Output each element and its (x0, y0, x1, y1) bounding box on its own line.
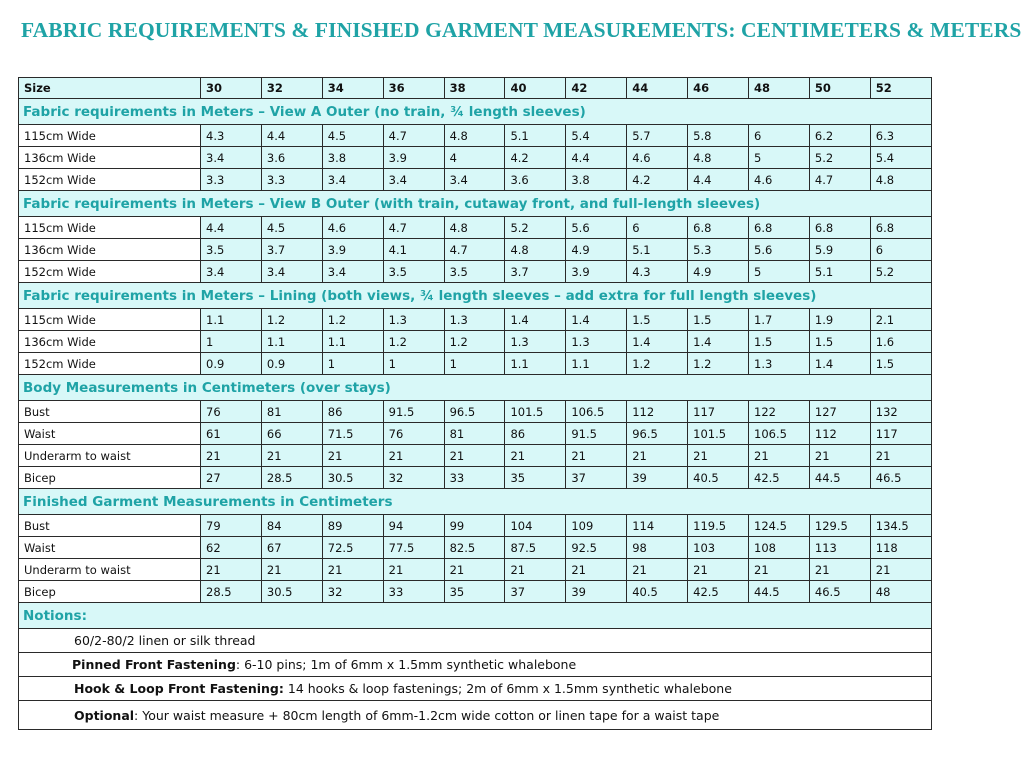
value-cell: 35 (444, 581, 505, 603)
size-header-cell: 48 (749, 78, 810, 99)
value-cell: 6 (749, 125, 810, 147)
row-label: 152cm Wide (19, 169, 201, 191)
table-row (19, 423, 932, 445)
value-cell: 117 (688, 401, 749, 423)
section-title: Fabric requirements in Meters – View B Outer (with train, cutaway front, and full-length sleeves) (19, 191, 932, 217)
value-cell: 37 (505, 581, 566, 603)
row-label: Bust (19, 401, 201, 423)
value-cell: 21 (870, 559, 931, 581)
value-cell: 21 (870, 445, 931, 467)
value-cell: 6.8 (749, 217, 810, 239)
value-cell: 21 (688, 445, 749, 467)
table-row (19, 125, 932, 147)
notion-pinned-text: : 6-10 pins; 1m of 6mm x 1.5mm synthetic whalebone (235, 657, 577, 672)
notion-hook-label: Hook & Loop Front Fastening: (74, 681, 284, 696)
value-cell: 21 (566, 559, 627, 581)
value-cell: 4.7 (383, 217, 444, 239)
value-cell: 30.5 (261, 581, 322, 603)
row-label: 115cm Wide (19, 217, 201, 239)
value-cell: 98 (627, 537, 688, 559)
row-label: Underarm to waist (19, 559, 201, 581)
notion-row-pinned (19, 653, 932, 677)
size-header-label: Size (19, 78, 201, 99)
value-cell: 21 (505, 559, 566, 581)
value-cell: 39 (566, 581, 627, 603)
value-cell: 1.1 (566, 353, 627, 375)
value-cell: 5.2 (809, 147, 870, 169)
value-cell: 21 (627, 559, 688, 581)
section-header-row (19, 99, 932, 125)
value-cell: 112 (627, 401, 688, 423)
value-cell: 106.5 (749, 423, 810, 445)
value-cell: 3.4 (444, 169, 505, 191)
value-cell: 21 (505, 445, 566, 467)
table-row (19, 401, 932, 423)
value-cell: 5.2 (870, 261, 931, 283)
size-header-cell: 52 (870, 78, 931, 99)
value-cell: 4.4 (566, 147, 627, 169)
row-label: 152cm Wide (19, 353, 201, 375)
value-cell: 1.9 (809, 309, 870, 331)
notion-hook-text: 14 hooks & loop fastenings; 2m of 6mm x 1.5mm synthetic whalebone (283, 681, 732, 696)
value-cell: 3.9 (566, 261, 627, 283)
notion-optional-text: : Your waist measure + 80cm length of 6mm-1.2cm wide cotton or linen tape for a waist tape (134, 707, 720, 723)
value-cell: 6 (627, 217, 688, 239)
value-cell: 3.5 (383, 261, 444, 283)
value-cell: 1.4 (809, 353, 870, 375)
value-cell: 40.5 (627, 581, 688, 603)
value-cell: 113 (809, 537, 870, 559)
value-cell: 37 (566, 467, 627, 489)
value-cell: 3.9 (383, 147, 444, 169)
value-cell: 5 (749, 147, 810, 169)
value-cell: 21 (383, 559, 444, 581)
value-cell: 82.5 (444, 537, 505, 559)
value-cell: 1 (201, 331, 262, 353)
value-cell: 4.4 (261, 125, 322, 147)
value-cell: 67 (261, 537, 322, 559)
value-cell: 21 (383, 445, 444, 467)
section-header-row (19, 283, 932, 309)
value-cell: 72.5 (322, 537, 383, 559)
row-label: 115cm Wide (19, 125, 201, 147)
value-cell: 5.9 (809, 239, 870, 261)
value-cell: 4.8 (688, 147, 749, 169)
table-row (19, 309, 932, 331)
section-header-row (19, 375, 932, 401)
table-row (19, 515, 932, 537)
value-cell: 1.3 (444, 309, 505, 331)
row-label: 152cm Wide (19, 261, 201, 283)
value-cell: 21 (566, 445, 627, 467)
value-cell: 33 (383, 581, 444, 603)
value-cell: 101.5 (505, 401, 566, 423)
value-cell: 1.6 (870, 331, 931, 353)
value-cell: 46.5 (809, 581, 870, 603)
table-row (19, 581, 932, 603)
value-cell: 3.8 (566, 169, 627, 191)
section-title: Body Measurements in Centimeters (over stays) (19, 375, 932, 401)
value-cell: 4.6 (749, 169, 810, 191)
value-cell: 87.5 (505, 537, 566, 559)
value-cell: 1.3 (749, 353, 810, 375)
value-cell: 1 (444, 353, 505, 375)
row-label: 136cm Wide (19, 239, 201, 261)
size-header-cell: 30 (201, 78, 262, 99)
row-label: 136cm Wide (19, 331, 201, 353)
value-cell: 106.5 (566, 401, 627, 423)
value-cell: 44.5 (809, 467, 870, 489)
value-cell: 3.5 (444, 261, 505, 283)
row-label: Waist (19, 537, 201, 559)
value-cell: 1.5 (627, 309, 688, 331)
value-cell: 40.5 (688, 467, 749, 489)
value-cell: 4.7 (383, 125, 444, 147)
value-cell: 103 (688, 537, 749, 559)
value-cell: 6.8 (870, 217, 931, 239)
value-cell: 44.5 (749, 581, 810, 603)
value-cell: 30.5 (322, 467, 383, 489)
value-cell: 21 (444, 559, 505, 581)
value-cell: 4.6 (627, 147, 688, 169)
value-cell: 21 (809, 559, 870, 581)
value-cell: 27 (201, 467, 262, 489)
table-row (19, 353, 932, 375)
value-cell: 1.1 (201, 309, 262, 331)
value-cell: 92.5 (566, 537, 627, 559)
value-cell: 1.1 (505, 353, 566, 375)
value-cell: 99 (444, 515, 505, 537)
table-row (19, 169, 932, 191)
value-cell: 124.5 (749, 515, 810, 537)
value-cell: 86 (322, 401, 383, 423)
size-header-cell: 38 (444, 78, 505, 99)
value-cell: 39 (627, 467, 688, 489)
section-header-row (19, 489, 932, 515)
value-cell: 5.1 (809, 261, 870, 283)
value-cell: 4.1 (383, 239, 444, 261)
size-header-cell: 34 (322, 78, 383, 99)
value-cell: 117 (870, 423, 931, 445)
value-cell: 4.4 (688, 169, 749, 191)
table-row (19, 467, 932, 489)
size-header-cell: 36 (383, 78, 444, 99)
value-cell: 5.1 (505, 125, 566, 147)
value-cell: 1.7 (749, 309, 810, 331)
size-header-cell: 50 (809, 78, 870, 99)
value-cell: 21 (201, 445, 262, 467)
value-cell: 5.6 (749, 239, 810, 261)
value-cell: 1.1 (261, 331, 322, 353)
notion-row-hook (19, 677, 932, 701)
size-header-cell: 32 (261, 78, 322, 99)
section-title: Finished Garment Measurements in Centimeters (19, 489, 932, 515)
value-cell: 1.2 (688, 353, 749, 375)
value-cell: 108 (749, 537, 810, 559)
value-cell: 21 (749, 445, 810, 467)
value-cell: 4.5 (261, 217, 322, 239)
value-cell: 3.4 (201, 147, 262, 169)
value-cell: 5.4 (870, 147, 931, 169)
value-cell: 48 (870, 581, 931, 603)
value-cell: 5.3 (688, 239, 749, 261)
value-cell: 129.5 (809, 515, 870, 537)
value-cell: 46.5 (870, 467, 931, 489)
value-cell: 3.4 (322, 169, 383, 191)
value-cell: 61 (201, 423, 262, 445)
value-cell: 104 (505, 515, 566, 537)
value-cell: 4.9 (688, 261, 749, 283)
value-cell: 4.5 (322, 125, 383, 147)
value-cell: 5.2 (505, 217, 566, 239)
value-cell: 114 (627, 515, 688, 537)
value-cell: 42.5 (749, 467, 810, 489)
value-cell: 4 (444, 147, 505, 169)
value-cell: 3.7 (261, 239, 322, 261)
value-cell: 32 (383, 467, 444, 489)
value-cell: 101.5 (688, 423, 749, 445)
value-cell: 96.5 (627, 423, 688, 445)
value-cell: 4.8 (444, 217, 505, 239)
table-row (19, 445, 932, 467)
value-cell: 21 (261, 445, 322, 467)
value-cell: 28.5 (261, 467, 322, 489)
value-cell: 21 (322, 559, 383, 581)
requirements-table (18, 77, 932, 730)
value-cell: 33 (444, 467, 505, 489)
value-cell: 0.9 (201, 353, 262, 375)
value-cell: 0.9 (261, 353, 322, 375)
section-header-notions (19, 603, 932, 629)
value-cell: 3.6 (505, 169, 566, 191)
value-cell: 91.5 (383, 401, 444, 423)
value-cell: 119.5 (688, 515, 749, 537)
value-cell: 3.3 (201, 169, 262, 191)
value-cell: 112 (809, 423, 870, 445)
row-label: 136cm Wide (19, 147, 201, 169)
row-label: Bust (19, 515, 201, 537)
size-header-cell: 42 (566, 78, 627, 99)
value-cell: 3.6 (261, 147, 322, 169)
value-cell: 28.5 (201, 581, 262, 603)
value-cell: 1 (322, 353, 383, 375)
value-cell: 6.2 (809, 125, 870, 147)
value-cell: 42.5 (688, 581, 749, 603)
value-cell: 1.4 (688, 331, 749, 353)
table-row (19, 261, 932, 283)
value-cell: 122 (749, 401, 810, 423)
table-row (19, 559, 932, 581)
section-title: Fabric requirements in Meters – View A Outer (no train, ¾ length sleeves) (19, 99, 932, 125)
value-cell: 1.2 (322, 309, 383, 331)
value-cell: 4.2 (505, 147, 566, 169)
value-cell: 132 (870, 401, 931, 423)
value-cell: 76 (383, 423, 444, 445)
size-header-cell: 40 (505, 78, 566, 99)
value-cell: 62 (201, 537, 262, 559)
value-cell: 21 (322, 445, 383, 467)
value-cell: 5.7 (627, 125, 688, 147)
row-label: Underarm to waist (19, 445, 201, 467)
value-cell: 4.7 (809, 169, 870, 191)
value-cell: 66 (261, 423, 322, 445)
value-cell: 3.3 (261, 169, 322, 191)
value-cell: 4.2 (627, 169, 688, 191)
value-cell: 89 (322, 515, 383, 537)
value-cell: 21 (261, 559, 322, 581)
section-title: Fabric requirements in Meters – Lining (both views, ¾ length sleeves – add extra for full length sleeves) (19, 283, 932, 309)
value-cell: 3.4 (383, 169, 444, 191)
table-row (19, 239, 932, 261)
value-cell: 118 (870, 537, 931, 559)
value-cell: 6.8 (688, 217, 749, 239)
value-cell: 4.3 (627, 261, 688, 283)
value-cell: 4.8 (444, 125, 505, 147)
value-cell: 127 (809, 401, 870, 423)
table-row (19, 537, 932, 559)
value-cell: 4.8 (505, 239, 566, 261)
notion-pinned-label: Pinned Front Fastening (72, 657, 236, 672)
value-cell: 21 (688, 559, 749, 581)
value-cell: 35 (505, 467, 566, 489)
value-cell: 91.5 (566, 423, 627, 445)
value-cell: 32 (322, 581, 383, 603)
value-cell: 1.3 (383, 309, 444, 331)
size-header-row (19, 78, 932, 99)
value-cell: 3.8 (322, 147, 383, 169)
value-cell: 1 (383, 353, 444, 375)
value-cell: 4.9 (566, 239, 627, 261)
value-cell: 21 (809, 445, 870, 467)
value-cell: 21 (627, 445, 688, 467)
value-cell: 3.9 (322, 239, 383, 261)
row-label: Bicep (19, 581, 201, 603)
size-header-cell: 46 (688, 78, 749, 99)
value-cell: 5.1 (627, 239, 688, 261)
value-cell: 84 (261, 515, 322, 537)
notion-row-optional (19, 701, 932, 730)
row-label: 115cm Wide (19, 309, 201, 331)
value-cell: 76 (201, 401, 262, 423)
table-row (19, 147, 932, 169)
value-cell: 1.3 (505, 331, 566, 353)
value-cell: 79 (201, 515, 262, 537)
value-cell: 1.4 (566, 309, 627, 331)
value-cell: 6.8 (809, 217, 870, 239)
value-cell: 6.3 (870, 125, 931, 147)
value-cell: 1.5 (870, 353, 931, 375)
value-cell: 21 (444, 445, 505, 467)
value-cell: 5.6 (566, 217, 627, 239)
value-cell: 1.1 (322, 331, 383, 353)
value-cell: 6 (870, 239, 931, 261)
value-cell: 1.2 (444, 331, 505, 353)
value-cell: 21 (749, 559, 810, 581)
value-cell: 2.1 (870, 309, 931, 331)
value-cell: 1.2 (261, 309, 322, 331)
page-title: FABRIC REQUIREMENTS & FINISHED GARMENT MEASUREMENTS: CENTIMETERS & METERS (21, 18, 1022, 42)
value-cell: 1.4 (627, 331, 688, 353)
value-cell: 1.3 (566, 331, 627, 353)
value-cell: 1.5 (749, 331, 810, 353)
value-cell: 109 (566, 515, 627, 537)
value-cell: 134.5 (870, 515, 931, 537)
row-label: Bicep (19, 467, 201, 489)
value-cell: 21 (201, 559, 262, 581)
value-cell: 1.2 (383, 331, 444, 353)
value-cell: 5 (749, 261, 810, 283)
value-cell: 1.5 (688, 309, 749, 331)
size-header-cell: 44 (627, 78, 688, 99)
notion-optional-label: Optional (74, 707, 135, 723)
value-cell: 1.4 (505, 309, 566, 331)
value-cell: 81 (444, 423, 505, 445)
value-cell: 77.5 (383, 537, 444, 559)
value-cell: 3.4 (322, 261, 383, 283)
table-row (19, 217, 932, 239)
table-row (19, 331, 932, 353)
value-cell: 1.5 (809, 331, 870, 353)
value-cell: 4.4 (201, 217, 262, 239)
section-header-row (19, 191, 932, 217)
value-cell: 1.2 (627, 353, 688, 375)
value-cell: 71.5 (322, 423, 383, 445)
value-cell: 3.4 (201, 261, 262, 283)
value-cell: 4.7 (444, 239, 505, 261)
notion-thread-text: 60/2-80/2 linen or silk thread (19, 629, 932, 653)
value-cell: 81 (261, 401, 322, 423)
value-cell: 3.5 (201, 239, 262, 261)
row-label: Waist (19, 423, 201, 445)
value-cell: 96.5 (444, 401, 505, 423)
section-title: Notions: (19, 603, 932, 629)
value-cell: 3.7 (505, 261, 566, 283)
value-cell: 4.6 (322, 217, 383, 239)
value-cell: 5.4 (566, 125, 627, 147)
notion-row-thread (19, 629, 932, 653)
value-cell: 94 (383, 515, 444, 537)
value-cell: 3.4 (261, 261, 322, 283)
value-cell: 5.8 (688, 125, 749, 147)
value-cell: 4.8 (870, 169, 931, 191)
value-cell: 86 (505, 423, 566, 445)
value-cell: 4.3 (201, 125, 262, 147)
